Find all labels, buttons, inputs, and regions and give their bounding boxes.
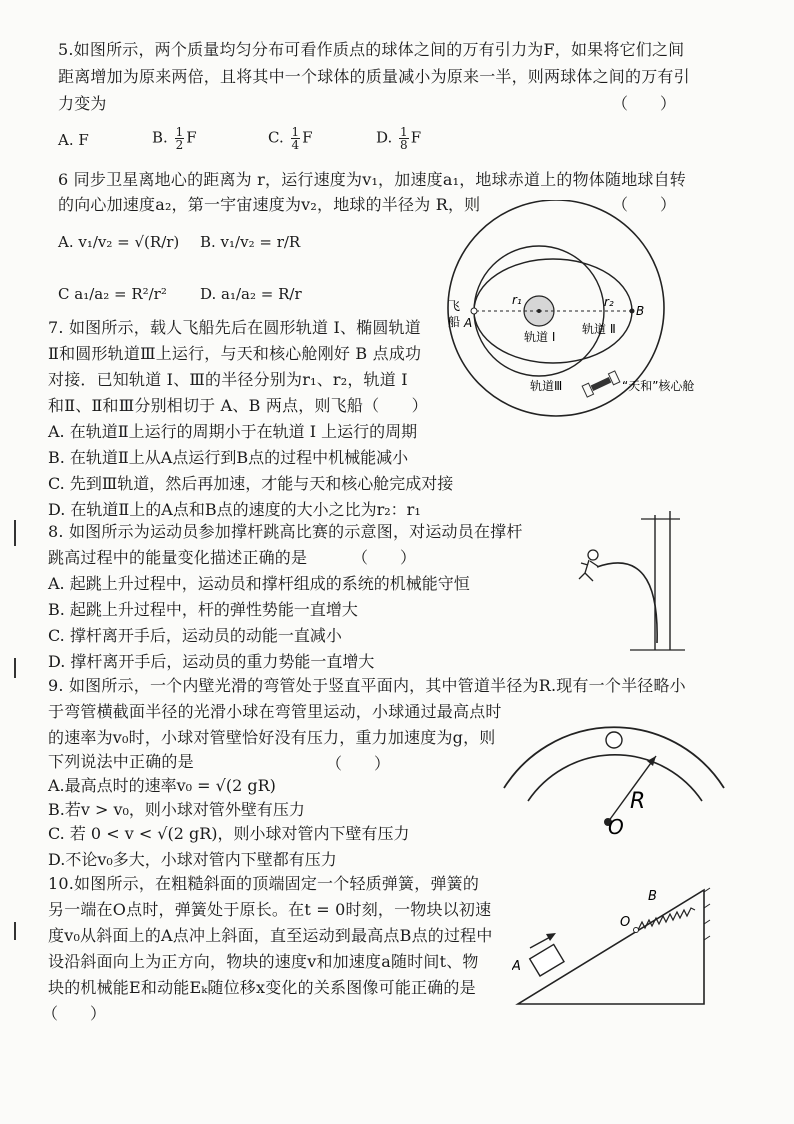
q8-line1: 8. 如图所示为运动员参加撑杆跳高比赛的示意图，对运动员在撑杆 <box>48 522 523 541</box>
q7-option-b: B. 在轨道Ⅱ上从A点运行到B点的过程中机械能减小 <box>48 448 409 467</box>
tube-inner-wall <box>528 755 702 801</box>
q9-answer-bracket: （ ） <box>326 754 391 773</box>
q8-answer-bracket: （ ） <box>352 548 417 567</box>
q6-option-c: C a₁/a₂ = R²/r² <box>58 285 167 303</box>
q8-option-b: B. 起跳上升过程中，杆的弹性势能一直增大 <box>48 600 358 619</box>
q10-line1: 10.如图所示，在粗糙斜面的顶端固定一个轻质弹簧，弹簧的 <box>48 874 480 893</box>
binding-mark <box>14 520 16 546</box>
q6-option-a: A. v₁/v₂ = √(R/r) <box>58 233 180 251</box>
orbit-2-label: 轨道 Ⅱ <box>582 322 616 336</box>
q5-line3: 力变为 <box>58 94 107 113</box>
q5-option-c: C. $\frac{1}{4}$ F <box>268 125 313 152</box>
slope-hatching <box>704 888 710 940</box>
incline-slope <box>518 890 704 1004</box>
q8-option-a: A. 起跳上升过程中，运动员和撑杆组成的系统的机械能守恒 <box>48 574 470 593</box>
q8-option-d: D. 撑杆离开手后，运动员的重力势能一直增大 <box>48 652 375 671</box>
q7-line1: 7. 如图所示，载人飞船先后在圆形轨道 Ⅰ、椭圆轨道 <box>48 318 421 337</box>
q10-line3: 度v₀从斜面上的A点冲上斜面，直至运动到最高点B点的过程中 <box>48 926 493 945</box>
space-station-icon <box>582 371 620 397</box>
ship-label-1: 飞 <box>448 299 461 313</box>
binding-mark <box>14 658 16 678</box>
q9-line4: 下列说法中正确的是 <box>48 752 194 771</box>
center-o-label: O <box>608 815 624 839</box>
orbit-3-label: 轨道Ⅲ <box>530 379 563 393</box>
q5-line1: 5.如图所示，两个质量均匀分布可看作质点的球体之间的万有引力为F，如果将它们之间 <box>58 40 685 59</box>
ball-icon <box>606 732 622 748</box>
q10-line4: 设沿斜面向上为正方向，物块的速度v和加速度a随时间t、物 <box>48 952 479 971</box>
orbit-1-label: 轨道 Ⅰ <box>524 330 556 344</box>
ship-label-2: 船 <box>448 315 461 329</box>
q5-option-d: D. $\frac{1}{8}$ F <box>376 125 422 152</box>
velocity-arrowhead <box>546 933 556 941</box>
q9-option-b: B.若v > v₀，则小球对管外壁有压力 <box>48 800 305 819</box>
q8-option-c: C. 撑杆离开手后，运动员的动能一直减小 <box>48 626 342 645</box>
q6-line2: 的向心加速度a₂，第一宇宙速度为v₂，地球的半径为 R，则 <box>58 195 481 214</box>
q6-line1: 6 同步卫星离地心的距离为 r，运行速度为v₁，加速度a₁，地球赤道上的物体随地球自转 <box>58 170 687 189</box>
binding-mark <box>14 922 16 940</box>
q7-option-c: C. 先到Ⅲ轨道，然后再加速，才能与天和核心舱完成对接 <box>48 474 454 493</box>
point-b-label: B <box>636 304 645 318</box>
incline-figure <box>512 878 712 1008</box>
q5-answer-bracket: （ ） <box>612 94 677 113</box>
q6-answer-bracket: （ ） <box>612 195 677 214</box>
orbit-figure <box>446 200 746 420</box>
r1-label: r₁ <box>512 293 522 307</box>
q8-line2: 跳高过程中的能量变化描述正确的是 <box>48 548 308 567</box>
radius-arrowhead <box>647 756 656 766</box>
q10-line2: 另一端在O点时，弹簧处于原长。在t = 0时刻，一物块以初速 <box>48 900 492 919</box>
vaulting-pole <box>597 563 657 643</box>
q6-option-b: B. v₁/v₂ = r/R <box>200 233 301 251</box>
q9-line2: 于弯管横截面半径的光滑小球在弯管里运动，小球通过最高点时 <box>48 702 502 721</box>
q10-line5: 块的机械能E和动能Eₖ随位移x变化的关系图像可能正确的是 <box>48 978 476 997</box>
q10-answer-bracket: （ ） <box>42 1004 107 1023</box>
spring-icon <box>638 908 695 930</box>
q5-line2: 距离增加为原来两倍，且将其中一个球体的质量减小为原来一半，则两球体之间的万有引 <box>58 67 690 86</box>
q5-option-a: A. F <box>58 131 89 149</box>
curved-tube-figure <box>496 726 736 866</box>
q7-option-a: A. 在轨道Ⅱ上运行的周期小于在轨道 Ⅰ 上运行的周期 <box>48 422 418 441</box>
q7-line4: 和Ⅱ、Ⅱ和Ⅲ分别相切于 A、B 两点，则飞船（ ） <box>48 396 428 415</box>
point-b-marker <box>630 309 635 314</box>
point-o-label: O <box>620 915 631 930</box>
q5-option-b: B. $\frac{1}{2}$ F <box>152 125 197 152</box>
q9-option-c: C. 若 0 < v < √(2 gR)，则小球对管内下壁有压力 <box>48 824 410 843</box>
station-label: “天和”核心舱 <box>622 379 695 393</box>
point-a-label: A <box>512 959 521 974</box>
q9-line1: 9. 如图所示，一个内壁光滑的弯管处于竖直平面内，其中管道半径为R.现有一个半径略小 <box>48 676 686 695</box>
q7-line2: Ⅱ和圆形轨道Ⅲ上运行，与天和核心舱刚好 B 点成功 <box>48 344 422 363</box>
q9-option-d: D.不论v₀多大，小球对管内下壁都有压力 <box>48 850 337 869</box>
point-a-label: A <box>464 316 473 330</box>
radius-r-label: R <box>630 789 646 814</box>
block-a-icon <box>530 944 564 976</box>
point-b-label: B <box>648 889 657 904</box>
r2-label: r₂ <box>604 295 614 309</box>
q9-option-a: A.最高点时的速率v₀ = √(2 gR) <box>48 776 276 795</box>
q7-line3: 对接．已知轨道 Ⅰ、Ⅲ的半径分别为r₁、r₂，轨道 Ⅰ <box>48 370 408 389</box>
athlete-icon <box>579 550 599 581</box>
q9-line3: 的速率为v₀时，小球对管壁恰好没有压力，重力加速度为g，则 <box>48 728 496 747</box>
q7-option-d: D. 在轨道Ⅱ上的A点和B点的速度的大小之比为r₂：r₁ <box>48 500 421 519</box>
point-o-marker <box>634 928 639 933</box>
point-a-marker <box>471 308 477 314</box>
pole-vault-figure <box>575 505 685 655</box>
q6-option-d: D. a₁/a₂ = R/r <box>200 285 302 303</box>
